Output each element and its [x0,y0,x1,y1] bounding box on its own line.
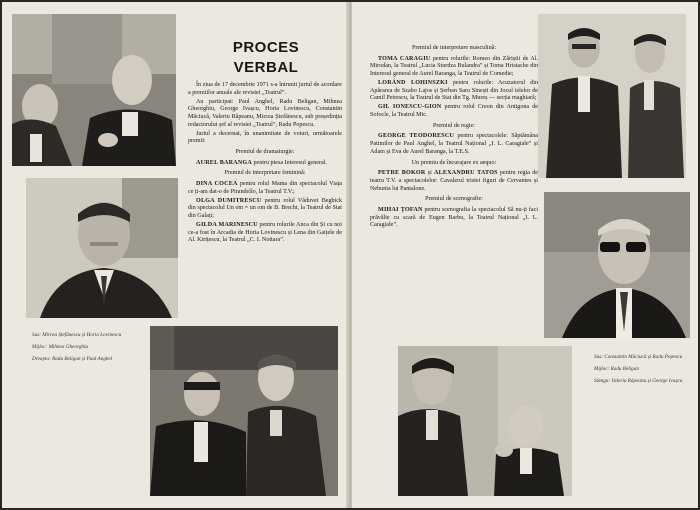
award-text: pentru rolul Văduvei Begbick din spectacolul Un om = un om de B. Brecht, la Teatrul de Stat din Galați; [188,197,342,220]
winner-name: ALEXANDRU TATOS [434,170,498,177]
caption-top: Sus: Constantin Măciucă și Radu Popescu [594,354,683,360]
award-entry [370,170,538,193]
award-entry [370,104,538,119]
section-heading: Premiul de interpretare masculină: [411,45,497,51]
title-line-2: VERBAL [233,59,299,76]
photo-two-men-seated [150,326,338,496]
award-text: pentru rolurile: Romeo din Zăriștii de Al. Mirodan, la Teatrul „Lucia Sturdza Bulandra” și Toma Hristache din Interesul general de Aurel Baranga, la Teatrul de Comedie; [370,55,538,78]
left-text-column [188,82,342,246]
title-line-1: PROCES [232,39,300,56]
award-text: pentru scenografia la spectacolul Să nu-ți faci prăvălie cu scară de Eugen Barbu, la Teatrul Național „I. L. Caragiale”. [370,207,539,229]
page-title [202,38,330,78]
photo-two-men-one-seated [398,346,572,496]
left-captions [32,332,128,367]
caption-right: Dreapta: Radu Beligan și Paul Anghel [32,355,113,362]
award-entry [370,207,538,230]
winner-name: OLGA DUMITRESCU [196,197,262,204]
photo-two-men-talking [12,14,176,166]
paragraph: În ziua de 17 decembrie 1971 s-a întrunit juriul de acordare a premiilor anuale ale revistei „Teatrul”. [188,82,342,96]
winner-name: GEORGE TEODORESCU [378,133,455,140]
award-entry [188,181,342,196]
winner-name: DINA COCEA [196,181,238,188]
award-text: pentru regia de teatru T.V. a spectacolelor: Cavalerul tristei figuri de Cervantes și Nebunia lui Pantalone. [370,170,538,192]
caption-middle: Mijloc: Mihnea Gheorghiu [32,343,88,350]
award-text: pentru spectacolele: Săptămâna Patimilor de Paul Anghel, la Teatrul Național „I. L. Caragiale” și Adam și Eva de Aurel Baranga, la T.E.S. [370,133,538,155]
award-text: pentru rolul Mama din spectacolul Viața ce ți-am dat-o de Pirandello, la Teatrul T.V.; [188,181,342,195]
photo-portrait-smiling-man [26,178,178,318]
award-text: și [425,170,435,177]
winner-name: AUREL BARANGA [196,159,252,166]
right-captions [594,354,684,389]
award-entry [370,80,538,103]
photo-two-men-standing [538,14,686,178]
section-heading: Premiul de dramaturgie: [235,149,295,155]
section-heading: Premiul de scenografie: [425,196,483,203]
winner-name: TOMA CARAGIU [378,55,431,62]
winner-name: GH. IONESCU-GION [378,104,442,111]
right-text-column [370,42,538,231]
award-entry [188,198,342,221]
paragraph: Au participat: Paul Anghel, Radu Beligan, Mihnea Gheorghiu, George Ivașcu, Horia Lovinescu, Constantin Măciucă, Valeriu Râpeanu, Mircea Ștefănescu, sub președinția redactorului șef al revistei „Teatrul”, Radu Popescu. [188,98,342,128]
award-text: pentru rolurile Anca din Și cu noi ce-a fost în Arcadia de Horia Lovinescu și Lena din Gaițele de Al. Kirițescu, la Teatrul „C. I. Nottara”. [188,222,342,244]
magazine-spread [2,2,698,508]
right-page [352,2,698,508]
award-text: pentru piesa Interesul general. [251,159,327,166]
caption-left: Stânga: Valeriu Râpeanu și George Ivașcu [594,377,683,384]
paragraph: Juriul a decernat, în unanimitate de voturi, următoarele premii: [188,130,342,145]
award-entry [370,133,538,156]
winner-name: MIHAI ȚOFAN [378,207,423,214]
award-entry [188,222,342,245]
award-entry [370,56,538,79]
left-page [2,2,350,508]
section-heading: Un premiu de încurajare ex aequo: [411,159,497,166]
winner-name: PETRE BOKOR [378,170,426,177]
award-entry [188,160,342,168]
caption-middle: Mijloc: Radu Beligan [594,365,639,372]
winner-name: LORÁND LOHINSZKI [378,80,448,86]
caption-top: Sus: Mircea Ștefănescu și Horia Lovinescu [32,332,122,338]
section-heading: Premiul de interpretare feminină: [224,170,306,177]
award-text: pentru rolul Creon din Antigona de Sofocle, la Teatrul Mic. [370,104,538,118]
section-heading: Premiul de regie: [433,122,475,129]
photo-man-dark-glasses [544,192,690,338]
winner-name: GILDA MARINESCU [196,222,258,228]
award-text: pentru rolurile: Acuzatorul din Apărarea de Szabo Lajos și Șerban Saru Sinești din Jocul ielelor de Camil Petrescu, la Teatrul de Stat din Tg. Mureș — secția maghiară; [370,80,539,102]
